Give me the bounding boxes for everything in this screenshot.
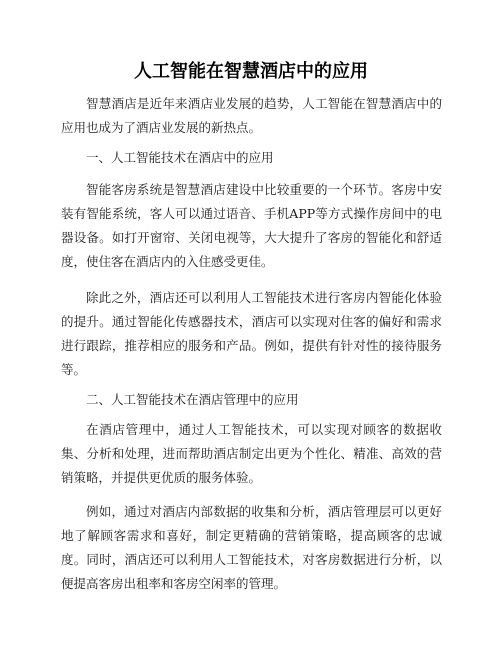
section-2-paragraph-1: 在酒店管理中，通过人工智能技术，可以实现对顾客的数据收集、分析和处理，进而帮助酒店制定出更为个性化、精准、高效的营销策略，并提供更优质的服务体验。 bbox=[61, 422, 442, 485]
section-2-paragraph-2: 例如，通过对酒店内部数据的收集和分析，酒店管理层可以更好地了解顾客需求和喜好，制定更精确的营销策略，提高顾客的忠诚度。同时，酒店还可以利用人工智能技术，对客房数据进行分析，以便提高客房出租率和客房空闲率的管理。 bbox=[61, 504, 442, 591]
section-1-paragraph-2: 除此之外，酒店还可以利用人工智能技术进行客房内智能化体验的提升。通过智能化传感器技术，酒店可以实现对住客的偏好和需求进行跟踪，推荐相应的服务和产品。例如，提供有针对性的接待服务等。 bbox=[61, 290, 442, 377]
document-title: 人工智能在智慧酒店中的应用 bbox=[134, 61, 368, 82]
section-2-heading: 二、人工智能技术在酒店管理中的应用 bbox=[86, 392, 299, 407]
section-1-paragraph-1: 智能客房系统是智慧酒店建设中比较重要的一个环节。客房中安装有智能系统，客人可以通过语音、手机APP等方式操作房间中的电器设备。如打开窗帘、关闭电视等，大大提升了客房的智能化和舒适度，使住客在酒店内的入住感受更佳。 bbox=[61, 182, 442, 269]
section-1-heading: 一、人工智能技术在酒店中的应用 bbox=[86, 150, 274, 165]
intro-paragraph: 智慧酒店是近年来酒店业发展的趋势，人工智能在智慧酒店中的应用也成为了酒店业发展的新热点。 bbox=[61, 96, 442, 135]
